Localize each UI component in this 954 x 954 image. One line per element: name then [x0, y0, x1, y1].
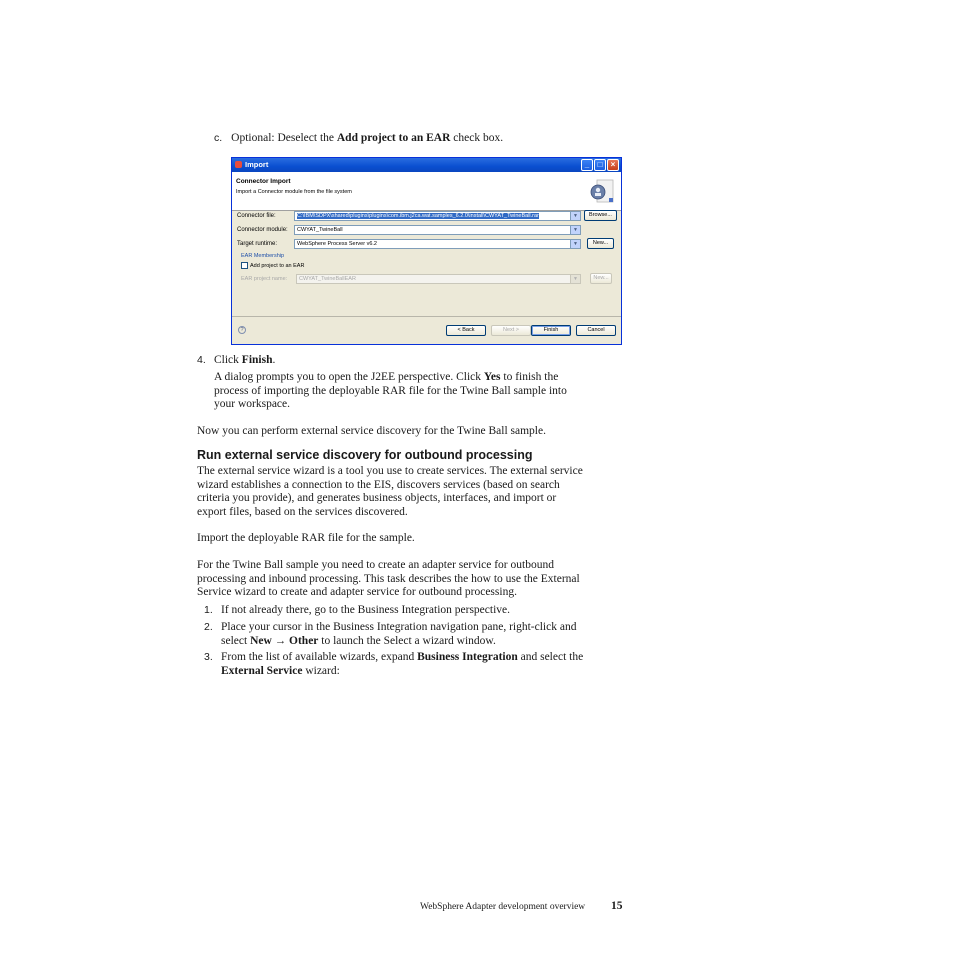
eclipse-icon	[235, 161, 242, 168]
intro-paragraph	[197, 465, 627, 519]
connector-module-value: CWYAT_TwineBall	[297, 227, 343, 233]
new-ear-button[interactable]: New...	[590, 273, 612, 284]
chevron-down-icon[interactable]: ▼	[570, 240, 580, 248]
section-heading: Run external service discovery for outbound processing	[197, 448, 533, 462]
step-4-paragraph	[214, 371, 624, 412]
intro-line: export files, based on the services discovered.	[197, 505, 408, 518]
dialog-banner	[232, 172, 621, 211]
step-2-line-2: select New → Other to launch the Select a wizard window.	[221, 634, 496, 647]
twine-line: processing and inbound processing. This task describes the how to use the External	[197, 572, 580, 585]
new-runtime-button[interactable]: New...	[587, 238, 614, 249]
target-runtime-label: Target runtime:	[237, 241, 278, 247]
dialog-title: Import	[245, 160, 269, 169]
connector-wizard-icon	[589, 178, 615, 204]
connector-module-input[interactable]	[294, 225, 581, 235]
page-number: 15	[611, 900, 623, 912]
import-paragraph: Import the deployable RAR file for the sample.	[197, 532, 415, 544]
step-2-line-1: Place your cursor in the Business Integration navigation pane, right-click and	[221, 621, 577, 633]
ear-project-select[interactable]	[296, 274, 581, 284]
help-icon[interactable]: ?	[238, 326, 246, 334]
step-3-line-2: External Service wizard:	[221, 664, 340, 677]
dialog-titlebar	[232, 158, 621, 172]
step-2-number: 2.	[204, 621, 213, 633]
footer-title: WebSphere Adapter development overview	[420, 902, 586, 912]
chevron-down-icon[interactable]: ▼	[570, 226, 580, 234]
twine-line: For the Twine Ball sample you need to create an adapter service for outbound	[197, 559, 554, 571]
intro-line: wizard establishes a connection to the EIS, discovers services (based on search	[197, 478, 560, 491]
browse-button[interactable]: Browse...	[584, 210, 617, 221]
ear-project-label: EAR project name:	[241, 276, 288, 282]
close-icon[interactable]: ×	[607, 159, 619, 171]
step-3-number: 3.	[204, 651, 213, 663]
step-letter: c.	[214, 132, 223, 144]
minimize-icon[interactable]: _	[581, 159, 593, 171]
maximize-icon[interactable]: □	[594, 159, 606, 171]
intro-line: The external service wizard is a tool you use to create services. The external service	[197, 465, 583, 477]
banner-subtitle: Import a Connector module from the file system	[236, 189, 352, 195]
step-c-text: Optional: Deselect the Add project to an EAR check box.	[231, 132, 504, 144]
connector-module-label: Connector module:	[237, 227, 288, 233]
step-4-number: 4.	[197, 354, 206, 366]
connector-file-value: C:\IBM\SDPX\shared\plugins\plugins\com.ibm.j2ca.wat.samples_6.2.0\install\CWYAT_TwineBall.rar	[297, 213, 539, 219]
now-paragraph: Now you can perform external service discovery for the Twine Ball sample.	[197, 425, 546, 437]
step-4-line-2: process of importing the deployable RAR file for the Twine Ball sample into	[214, 384, 567, 397]
chevron-down-icon[interactable]: ▼	[570, 212, 580, 220]
target-runtime-value: WebSphere Process Server v6.2	[297, 241, 377, 247]
ear-project-value: CWYAT_TwineBallEAR	[299, 276, 356, 282]
step-c	[214, 128, 503, 146]
intro-line: criteria you provide), and generates business objects, interfaces, and import or	[197, 492, 557, 504]
import-dialog	[231, 157, 622, 345]
banner-heading: Connector Import	[236, 178, 291, 185]
twine-paragraph	[197, 559, 627, 600]
ear-membership-group-label: EAR Membership	[241, 253, 285, 259]
finish-button[interactable]: Finish	[531, 325, 571, 336]
step-3-line-1: From the list of available wizards, expand Business Integration and select the	[221, 651, 584, 663]
back-button[interactable]: < Back	[446, 325, 486, 336]
button-bar-separator	[232, 316, 621, 317]
step-3-text	[221, 651, 631, 678]
cancel-button[interactable]: Cancel	[576, 325, 616, 336]
add-project-checkbox[interactable]	[241, 262, 248, 269]
chevron-down-icon[interactable]: ▼	[570, 275, 580, 283]
next-button[interactable]: Next >	[491, 325, 531, 336]
step-4-line-3: your workspace.	[214, 398, 291, 410]
twine-line: Service wizard to create and adapter service for outbound processing.	[197, 586, 517, 598]
connector-file-input[interactable]	[294, 211, 581, 221]
step-1-number: 1.	[204, 604, 213, 616]
target-runtime-select[interactable]	[294, 239, 581, 249]
add-project-label: Add project to an EAR	[250, 263, 305, 269]
step-4-line-1: A dialog prompts you to open the J2EE perspective. Click Yes to finish the	[214, 371, 559, 383]
step-2-text	[221, 621, 631, 648]
connector-file-label: Connector file:	[237, 213, 276, 219]
step-1-text: If not already there, go to the Business Integration perspective.	[221, 604, 511, 616]
step-4-text: Click Finish.	[214, 354, 276, 366]
